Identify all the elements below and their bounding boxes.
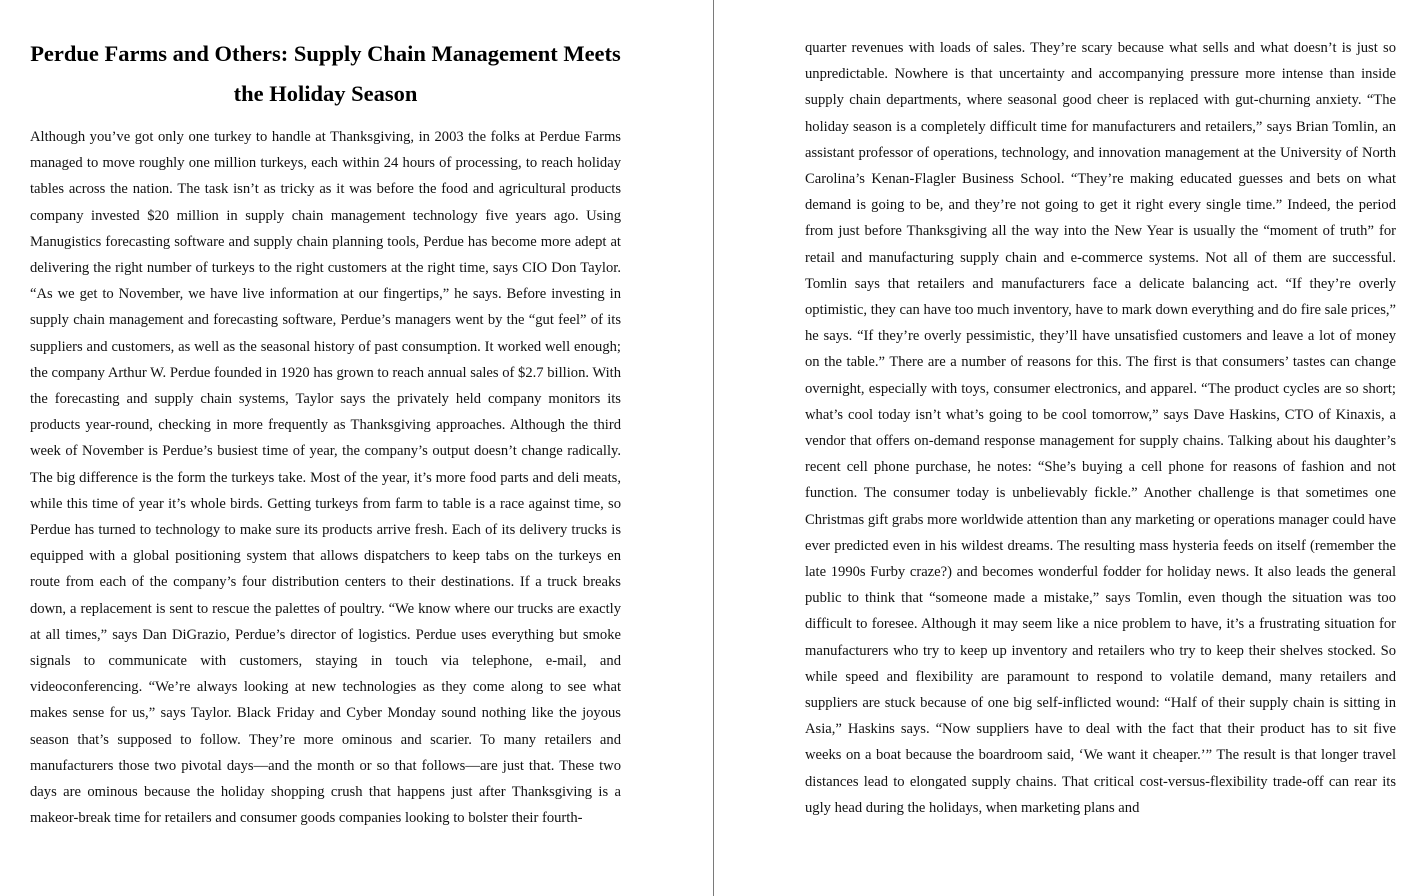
article-title: Perdue Farms and Others: Supply Chain Management Meets the Holiday Season [30, 41, 621, 106]
right-page-body-text: quarter revenues with loads of sales. They’re scary because what sells and what doesn’t is just so unpredictable. Nowhere is that uncertainty and accompanying pressure more intense than inside supply chain departments, where seasonal good cheer is replaced with gut-churning anxiety. “The holiday season is a completely difficult time for manufacturers and retailers,” says Brian Tomlin, an assistant professor of operations, technology, and innovation management at the University of North Carolina’s Kenan-Flagler Business School. “They’re making educated guesses and bets on what demand is going to be, and they’re not going to get it right every single time.” Indeed, the period from just before Thanksgiving all the way into the New Year is usually the “moment of truth” for retail and manufacturing supply chain and e-commerce systems. Not all of them are successful. Tomlin says that retailers and manufacturers face a delicate balancing act. “If they’re overly optimistic, they can have too much inventory, have to mark down everything and do fire sale prices,” he says. “If they’re overly pessimistic, they’ll have unsatisfied customers and leave a lot of money on the table.” There are a number of reasons for this. The first is that consumers’ tastes can change overnight, especially with toys, consumer electronics, and apparel. “The product cycles are so short; what’s cool today isn’t what’s going to be cool tomorrow,” says Dave Haskins, CTO of Kinaxis, a vendor that offers on-demand response management for supply chains. Talking about his daughter’s recent cell phone purchase, he notes: “She’s buying a cell phone for reasons of fashion and not function. The consumer today is unbelievably fickle.” Another challenge is that sometimes one Christmas gift grabs more worldwide attention than any marketing or operations manager could have ever predicted even in his wildest dreams. The resulting mass hysteria feeds on itself (remember the late 1990s Furby craze?) and becomes wonderful fodder for holiday news. It also leads the general public to think that “someone made a mistake,” says Tomlin, even though the situation was too difficult to foresee. Although it may seem like a nice problem to have, it’s a frustrating situation for manufacturers who try to keep up inventory and retailers who try to keep their shelves stocked. So while speed and flexibility are paramount to respond to volatile demand, many retailers and suppliers are stuck because of one big self-inflicted wound: “Half of their supply chain is sitting in Asia,” Haskins says. “Now suppliers have to deal with the fact that their product has to sit five weeks on a boat because the boardroom said, ‘We want it cheaper.’” The result is that longer travel distances lead to elongated supply chains. That critical cost-versus-flexibility trade-off can rear its ugly head during the holidays, when marketing plans and [805, 40, 1396, 816]
left-page-body-text: Although you’ve got only one turkey to handle at Thanksgiving, in 2003 the folks at Perdue Farms managed to move roughly one million turkeys, each within 24 hours of processing, to reach holiday tables across the nation. The task isn’t as tricky as it was before the food and agricultural products company invested $20 million in supply chain management technology five years ago. Using Manugistics forecasting software and supply chain planning tools, Perdue has become more adept at delivering the right number of turkeys to the right customers at the right time, says CIO Don Taylor. “As we get to November, we have live information at our fingertips,” he says. Before investing in supply chain management and forecasting software, Perdue’s managers went by the “gut feel” of its suppliers and customers, as well as the seasonal history of past consumption. It worked well enough; the company Arthur W. Perdue founded in 1920 has grown to reach annual sales of $2.7 billion. With the forecasting and supply chain systems, Taylor says the privately held company monitors its products year-round, checking in more frequently as Thanksgiving approaches. Although the third week of November is Perdue’s busiest time of year, the company’s output doesn’t change radically. The big difference is the form the turkeys take. Most of the year, it’s more food parts and deli meats, while this time of year it’s whole birds. Getting turkeys from farm to table is a race against time, so Perdue has turned to technology to make sure its products arrive fresh. Each of its delivery trucks is equipped with a global positioning system that allows dispatchers to keep tabs on the turkeys en route from each of the company’s four distribution centers to their destinations. If a truck breaks down, a replacement is sent to rescue the palettes of poultry. “We know where our trucks are exactly at all times,” says Dan DiGrazio, Perdue’s director of logistics. Perdue uses everything but smoke signals to communicate with customers, staying in touch via telephone, e-mail, and videoconferencing. “We’re always looking at new technologies as they come along to see what makes sense for us,” says Taylor. Black Friday and Cyber Monday sound nothing like the joyous season that’s supposed to follow. They’re more ominous and scarier. To many retailers and manufacturers those two pivotal days—and the month or so that follows—are just that. These two days are ominous because the holiday shopping crush that happens just after Thanksgiving is a makeor-break time for retailers and consumer goods companies looking to bolster their fourth- [30, 129, 621, 827]
right-page [714, 0, 1417, 896]
